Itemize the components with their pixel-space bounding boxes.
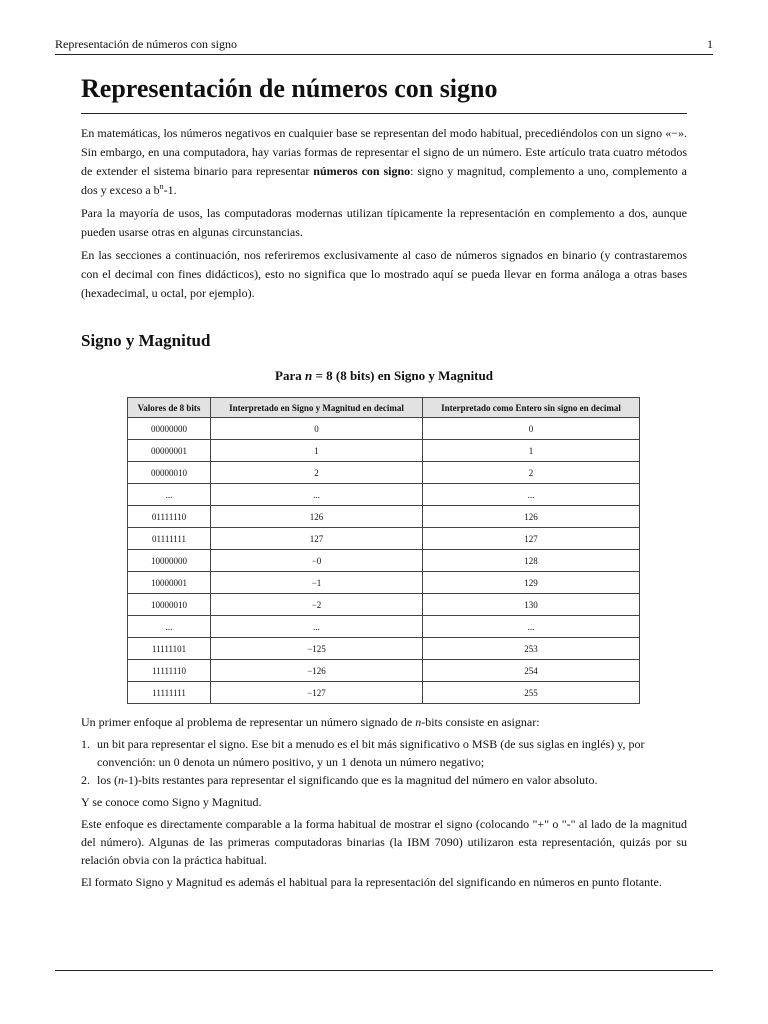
cell-unsigned: ...	[423, 616, 640, 638]
table-row	[128, 572, 640, 594]
cell-unsigned: 126	[423, 506, 640, 528]
table-row	[128, 506, 640, 528]
cell-bits: 10000000	[128, 550, 211, 572]
cell-sign-magnitude: ...	[211, 484, 423, 506]
cell-unsigned: 130	[423, 594, 640, 616]
cell-unsigned: 254	[423, 660, 640, 682]
table-row	[128, 594, 640, 616]
cell-bits: 11111111	[128, 682, 211, 704]
comparison-paragraph: Este enfoque es directamente comparable a la forma habitual de mostrar el signo (colocando "+" o "-" al lado de la magnitud del número). Algunas de las primeras computadoras binarias (la IBM 7090) utilizaron esta representación, quizás por su relación obvia con la práctica habitual.	[81, 817, 687, 867]
floating-point-paragraph: El formato Signo y Magnitud es además el habitual para la representación del significando en números en punto flotante.	[81, 875, 662, 889]
table-row	[128, 528, 640, 550]
cell-bits: 00000000	[128, 418, 211, 440]
cell-sign-magnitude: 126	[211, 506, 423, 528]
intro-superscript: n	[159, 182, 164, 191]
intro-paragraph	[81, 124, 687, 200]
cell-sign-magnitude: ...	[211, 616, 423, 638]
running-header	[55, 36, 713, 52]
list-item	[81, 771, 687, 789]
list-item-text-post: -1)-bits restantes para representar el significando que es la magnitud del número en valor absoluto.	[124, 773, 598, 787]
page-number: 1	[707, 37, 713, 51]
cell-bits: ...	[128, 484, 211, 506]
approach-intro	[81, 713, 687, 731]
caption-pre: Para	[275, 368, 305, 383]
cell-bits: 11111110	[128, 660, 211, 682]
table-header-row	[128, 398, 640, 418]
table-body	[128, 418, 640, 704]
cell-sign-magnitude: −127	[211, 682, 423, 704]
cell-sign-magnitude: 127	[211, 528, 423, 550]
column-header-bits: Valores de 8 bits	[128, 398, 211, 418]
approach-intro-post: -bits consiste en asignar:	[421, 715, 540, 729]
cell-bits: 10000010	[128, 594, 211, 616]
cell-unsigned: 128	[423, 550, 640, 572]
list-item-variable: n	[118, 773, 124, 787]
usage-paragraph: Para la mayoría de usos, las computadoras modernas utilizan típicamente la representación en complemento a dos, aunque pueden usarse otras en algunas circunstancias.	[81, 206, 687, 239]
cell-unsigned: ...	[423, 484, 640, 506]
cell-unsigned: 253	[423, 638, 640, 660]
list-item	[81, 735, 687, 771]
caption-post: = 8 (8 bits) en Signo y Magnitud	[312, 368, 493, 383]
cell-sign-magnitude: −126	[211, 660, 423, 682]
cell-sign-magnitude: −125	[211, 638, 423, 660]
column-header-unsigned: Interpretado como Entero sin signo en decimal	[423, 398, 640, 418]
cell-sign-magnitude: −0	[211, 550, 423, 572]
assignment-list	[81, 735, 687, 789]
table-row	[128, 550, 640, 572]
list-item-number: 1.	[81, 737, 90, 751]
cell-sign-magnitude: 2	[211, 462, 423, 484]
cell-bits: 00000010	[128, 462, 211, 484]
approach-intro-variable: n	[415, 715, 422, 729]
page-title: Representación de números con signo	[81, 72, 687, 114]
table-row	[128, 418, 640, 440]
cell-unsigned: 2	[423, 462, 640, 484]
cell-unsigned: 129	[423, 572, 640, 594]
cell-bits: 00000001	[128, 440, 211, 462]
table-row	[128, 660, 640, 682]
article-body	[81, 72, 687, 891]
table-row	[128, 638, 640, 660]
cell-sign-magnitude: −2	[211, 594, 423, 616]
cell-bits: 01111110	[128, 506, 211, 528]
cell-sign-magnitude: 0	[211, 418, 423, 440]
cell-bits: 01111111	[128, 528, 211, 550]
cell-unsigned: 127	[423, 528, 640, 550]
list-item-text: un bit para representar el signo. Ese bit a menudo es el bit más significativo o MSB (de sus siglas en inglés) y, por convención: un 0 denota un número positivo, y un 1 denota un número negativo;	[97, 737, 645, 769]
intro-text-1: En matemáticas, los números negativos en cualquier base se representan del modo habitual, precediéndolos con un signo «−». Sin embargo, en una computadora, hay varias formas de representar el signo de un número. Este artículo trata cuatro métodos de extender el sistema binario para representar	[81, 126, 687, 178]
known-as-paragraph: Y se conoce como Signo y Magnitud.	[81, 795, 262, 809]
cell-bits: ...	[128, 616, 211, 638]
cell-bits: 11111101	[128, 638, 211, 660]
intro-text-3: -1.	[163, 183, 177, 197]
list-item-number: 2.	[81, 773, 90, 787]
cell-bits: 10000001	[128, 572, 211, 594]
cell-unsigned: 1	[423, 440, 640, 462]
section-heading: Signo y Magnitud	[81, 331, 211, 350]
table-row	[128, 440, 640, 462]
header-rule	[55, 54, 713, 55]
footer-rule	[55, 970, 713, 971]
table-row	[128, 462, 640, 484]
table-row	[128, 484, 640, 506]
cell-unsigned: 0	[423, 418, 640, 440]
sign-magnitude-table	[127, 397, 640, 704]
cell-sign-magnitude: 1	[211, 440, 423, 462]
approach-intro-pre: Un primer enfoque al problema de representar un número signado de	[81, 715, 416, 729]
cell-sign-magnitude: −1	[211, 572, 423, 594]
cell-unsigned: 255	[423, 682, 640, 704]
running-header-title: Representación de números con signo	[55, 37, 237, 51]
caption-variable: n	[304, 368, 313, 383]
intro-text-2: : signo y magnitud, complemento a uno, complemento a dos y exceso a b	[81, 164, 687, 197]
table-row	[128, 616, 640, 638]
table-caption	[81, 367, 687, 385]
intro-bold-term: números con signo	[313, 164, 411, 178]
scope-paragraph: En las secciones a continuación, nos referiremos exclusivamente al caso de números signados en binario (y contrastaremos con el decimal con fines didácticos), esto no significa que lo mostrado aquí se pueda llevar en forma análoga a otras bases (hexadecimal, u octal, por ejemplo).	[81, 248, 687, 300]
table-row	[128, 682, 640, 704]
list-item-text-pre: los (	[97, 773, 118, 787]
column-header-sign-magnitude: Interpretado en Signo y Magnitud en decimal	[211, 398, 423, 418]
section-body	[81, 713, 687, 891]
